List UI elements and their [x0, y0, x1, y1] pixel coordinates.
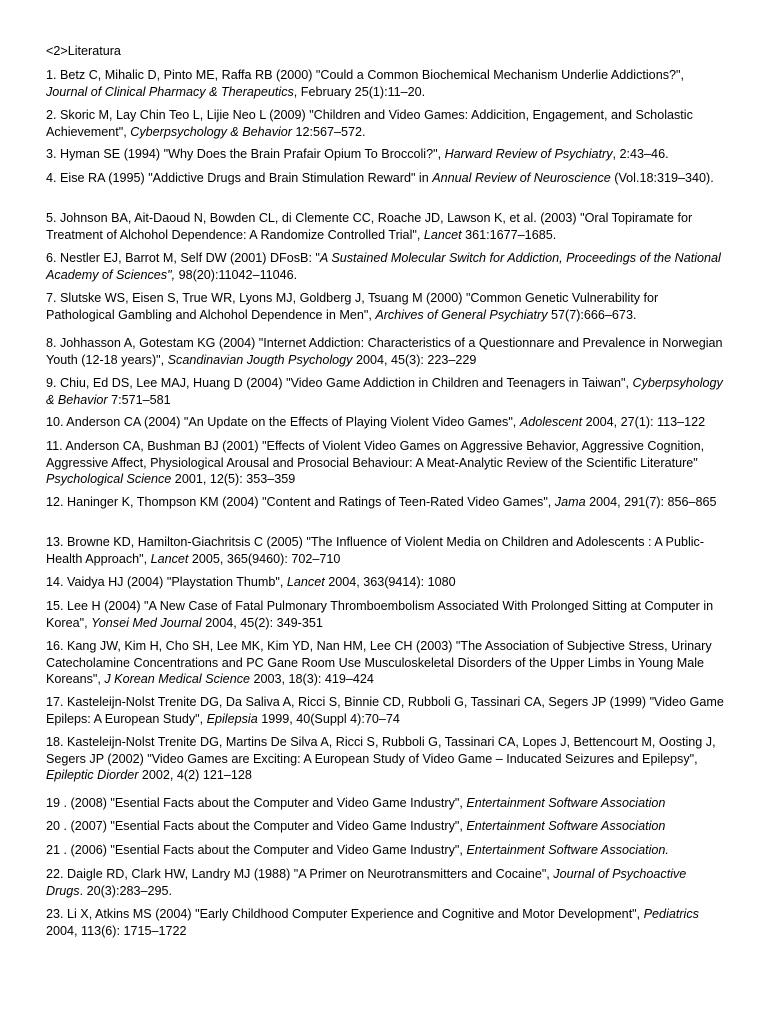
reference-text: 361:1677–1685. — [461, 227, 557, 242]
reference-text: 2002, 4(2) 121–128 — [138, 768, 252, 782]
reference-source-title: Entertainment Software Association — [466, 796, 666, 810]
reference-item — [46, 438, 726, 488]
reference-source-title: Entertainment Software Association. — [466, 843, 669, 857]
reference-text: 5. Johnson BA, Ait-Daoud N, Bowden CL, di Clemente CC, Roache JD, Lawson K, et al. (2003) "Oral Topiramate for Treatment of Alchohol Dependence: A Randomize Controlled Trial", — [46, 211, 693, 242]
reference-text: 1999, 40(Suppl 4):70–74 — [257, 711, 400, 726]
reference-item — [46, 574, 726, 591]
reference-text: 8. Johhasson A, Gotestam KG (2004) "Internet Addiction: Characteristics of a Questionnare and Prevalence in Norwegian Youth (12-18 years)", — [46, 336, 723, 367]
reference-text: 4. Eise RA (1995) "Addictive Drugs and Brain Stimulation Reward" in — [46, 171, 433, 185]
reference-text: 2004, 113(6): 1715–1722 — [46, 923, 187, 938]
reference-source-title: A Sustained Molecular Switch for Addiction, Proceedings of the National Academy of Sciences", — [46, 251, 721, 282]
reference-source-title: Pediatrics — [643, 907, 699, 921]
reference-text: 21 . (2006) "Esential Facts about the Computer and Video Game Industry", — [46, 843, 467, 857]
reference-text: 18. Kasteleijn-Nolst Trenite DG, Martins De Silva A, Ricci S, Rubboli G, Tassinari CA, Lopes J, Bettencourt M, Oosting J, Segers JP (2002) "Video Games are Exciting: A European Study of Video Game – Inducated Seizures and Epilepsy", — [46, 735, 716, 766]
reference-item — [46, 335, 726, 368]
reference-item — [46, 250, 726, 283]
reference-text: 2004, 291(7): 856–865 — [585, 495, 717, 509]
reference-text: 2004, 363(9414): 1080 — [324, 575, 456, 589]
reference-source-title: Harward Review of Psychiatry — [444, 147, 613, 161]
section-heading: <2>Literatura — [46, 44, 121, 58]
reference-text: 13. Browne KD, Hamilton-Giachritsis C (2005) "The Influence of Violent Media on Children and Adolescents : A Public-Health Approach", — [46, 535, 705, 566]
reference-text: , 2:43–46. — [612, 147, 669, 161]
reference-text: 6. Nestler EJ, Barrot M, Self DW (2001) DFosB: " — [46, 251, 320, 265]
reference-source-title: Yonsei Med Journal — [91, 615, 202, 630]
reference-item — [46, 866, 726, 899]
reference-source-title: Epilepsia — [206, 711, 258, 726]
reference-text: 1. Betz C, Mihalic D, Pinto ME, Raffa RB (2000) "Could a Common Biochemical Mechanism Underlie Addictions?", — [46, 68, 684, 82]
reference-source-title: Cyberpsychology & Behavior — [130, 124, 292, 139]
reference-text: 12. Haninger K, Thompson KM (2004) "Content and Ratings of Teen-Rated Video Games", — [46, 495, 555, 509]
reference-item — [46, 734, 726, 784]
reference-text: 7:571–581 — [107, 392, 171, 407]
reference-source-title: Annual Review of Neuroscience — [432, 171, 611, 185]
reference-source-title: Lancet — [423, 227, 462, 242]
reference-item — [46, 67, 726, 100]
reference-text: 2005, 365(9460): 702–710 — [188, 551, 341, 566]
reference-item — [46, 146, 726, 163]
reference-text: 7. Slutske WS, Eisen S, True WR, Lyons MJ, Goldberg J, Tsuang M (2000) "Common Genetic Vulnerability for Pathological Gambling and Alchohol Dependence in Men", — [46, 291, 659, 322]
reference-item — [46, 694, 726, 727]
reference-text: 2004, 45(3): 223–229 — [352, 352, 477, 367]
reference-text: 19 . (2008) "Esential Facts about the Computer and Video Game Industry", — [46, 796, 467, 810]
reference-source-title: Cyberpsyhology & Behavior — [46, 376, 723, 407]
reference-text: 10. Anderson CA (2004) "An Update on the Effects of Playing Violent Video Games", — [46, 415, 520, 429]
reference-item — [46, 534, 726, 567]
reference-text: 98(20):11042–11046. — [175, 267, 298, 282]
reference-item — [46, 290, 726, 323]
reference-source-title: Epileptic Diorder — [46, 768, 139, 782]
reference-text: 11. Anderson CA, Bushman BJ (2001) "Effects of Violent Video Games on Aggressive Behavior, Aggressive Cognition, Aggressive Affect, Physiological Arousal and Prosocial Behaviour: A Meat-Analytic Review of the Scientific Literature" — [46, 439, 705, 470]
reference-item — [46, 638, 726, 688]
reference-text: 2004, 45(2): 349-351 — [201, 615, 323, 630]
reference-text: 2003, 18(3): 419–424 — [250, 672, 374, 686]
reference-text: 9. Chiu, Ed DS, Lee MAJ, Huang D (2004) "Video Game Addiction in Children and Teenagers in Taiwan", — [46, 376, 633, 390]
reference-text: 14. Vaidya HJ (2004) "Playstation Thumb", — [46, 575, 287, 589]
reference-item — [46, 170, 726, 187]
reference-source-title: Journal of Clinical Pharmacy & Therapeutics — [46, 84, 294, 99]
reference-text: 22. Daigle RD, Clark HW, Landry MJ (1988) "A Primer on Neurotransmitters and Cocaine", — [46, 867, 554, 881]
reference-item — [46, 842, 726, 859]
reference-item — [46, 818, 726, 835]
reference-source-title: Scandinavian Jougth Psychology — [167, 352, 353, 367]
reference-item — [46, 795, 726, 812]
reference-item — [46, 906, 726, 939]
reference-text: . 20(3):283–295. — [79, 883, 173, 898]
reference-source-title: Entertainment Software Association — [466, 819, 666, 833]
reference-text: (Vol.18:319–340). — [610, 171, 714, 185]
reference-item — [46, 210, 726, 243]
reference-text: 16. Kang JW, Kim H, Cho SH, Lee MK, Kim YD, Nan HM, Lee CH (2003) "The Association of Subjective Stress, Urinary Catecholamine Concentrations and PC Gane Room Use Musculoskeletal Disorders of the Upper Limbs in Young Male Koreans", — [46, 639, 712, 686]
reference-source-title: Psychological Science — [46, 472, 172, 486]
reference-source-title: Journal of Psychoactive Drugs — [46, 867, 687, 898]
reference-source-title: Lancet — [150, 551, 189, 566]
reference-source-title: J Korean Medical Science — [104, 672, 250, 686]
reference-source-title: Adolescent — [519, 415, 583, 429]
reference-item — [46, 375, 726, 408]
reference-text: , February 25(1):11–20. — [293, 84, 426, 99]
reference-text: 2001, 12(5): 353–359 — [171, 472, 296, 486]
reference-text: 12:567–572. — [291, 124, 366, 139]
reference-text: 2004, 27(1): 113–122 — [582, 415, 706, 429]
reference-text: 57(7):666–673. — [547, 307, 637, 322]
reference-source-title: Archives of General Psychiatry — [375, 307, 548, 322]
reference-item — [46, 598, 726, 631]
reference-text: 20 . (2007) "Esential Facts about the Computer and Video Game Industry", — [46, 819, 467, 833]
reference-source-title: Jama — [554, 495, 586, 509]
reference-item — [46, 494, 726, 511]
reference-item — [46, 414, 726, 431]
reference-text: 3. Hyman SE (1994) "Why Does the Brain Prafair Opium To Broccoli?", — [46, 147, 445, 161]
reference-text: 17. Kasteleijn-Nolst Trenite DG, Da Saliva A, Ricci S, Binnie CD, Rubboli G, Tassinari CA, Segers JP (1999) "Video Game Epileps: A European Study", — [46, 695, 724, 726]
reference-item — [46, 107, 726, 140]
reference-text: 15. Lee H (2004) "A New Case of Fatal Pulmonary Thromboembolism Associated With Prolonged Sitting at Computer in Korea", — [46, 599, 714, 630]
reference-source-title: Lancet — [286, 575, 325, 589]
reference-text: 23. Li X, Atkins MS (2004) "Early Childhood Computer Experience and Cognitive and Motor Development", — [46, 907, 644, 921]
reference-text: 2. Skoric M, Lay Chin Teo L, Lijie Neo L (2009) "Children and Video Games: Addicition, Engagement, and Scholastic Achievement", — [46, 108, 693, 139]
